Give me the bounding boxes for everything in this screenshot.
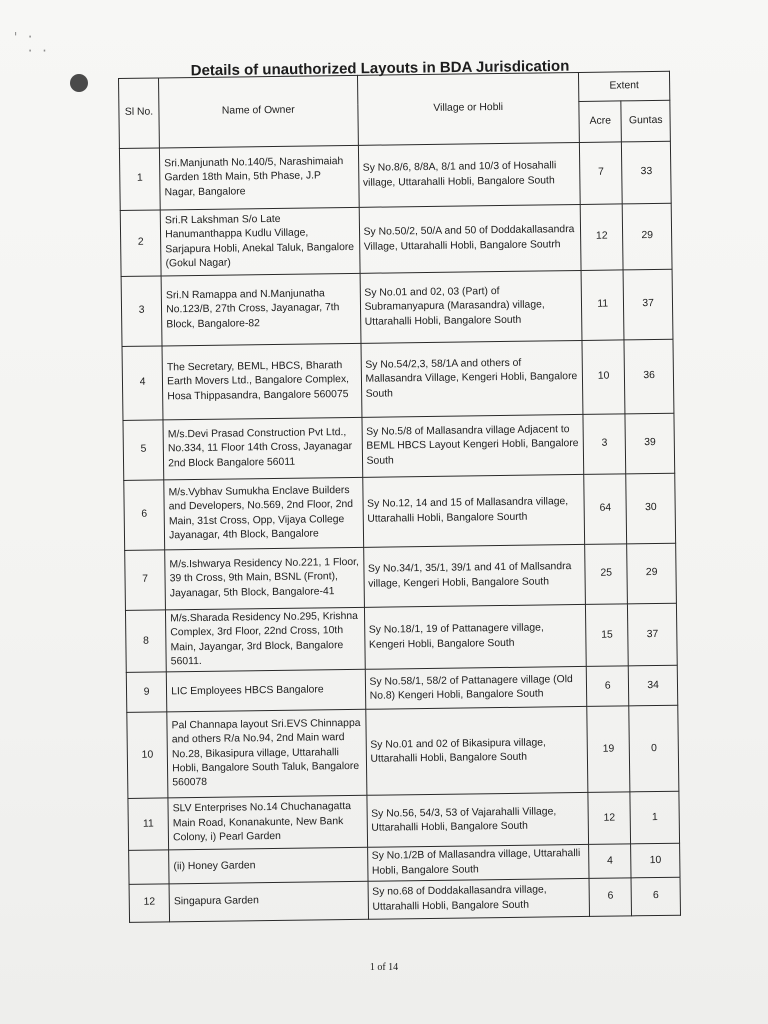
cell-owner-name: Singapura Garden (169, 881, 368, 922)
cell-guntas: 33 (622, 141, 671, 204)
cell-owner-name: M/s.Devi Prasad Construction Pvt Ltd., No.334, 11 Floor 14th Cross, Jayanagar 2nd Block Bangalore 56011 (163, 417, 362, 480)
cell-owner-name: (ii) Honey Garden (169, 848, 368, 884)
cell-guntas: 37 (623, 269, 673, 340)
cell-sl-no: 4 (122, 346, 163, 421)
table-row (129, 877, 680, 922)
cell-sl-no: 10 (127, 712, 168, 799)
cell-sl-no: 5 (123, 420, 164, 481)
cell-sl-no: 8 (125, 610, 166, 673)
unauthorized-layouts-table (118, 71, 681, 923)
cell-acre: 3 (583, 414, 626, 475)
table-row (123, 413, 675, 480)
cell-acre: 25 (585, 544, 628, 605)
cell-guntas: 29 (627, 543, 676, 604)
cell-acre: 6 (586, 666, 629, 707)
page-number: 1 of 14 (369, 962, 399, 973)
cell-acre: 6 (589, 878, 632, 917)
cell-guntas: 34 (629, 666, 678, 707)
cell-sl-no: 6 (124, 480, 165, 551)
cell-sl-no (129, 850, 170, 884)
cell-village-hobli: Sy No.12, 14 and 15 of Mallasandra village, Uttarahalli Hobli, Bangalore Sourth (362, 474, 584, 547)
cell-acre: 15 (585, 604, 628, 667)
punch-hole-mark (70, 74, 88, 92)
header-village-or-hobli: Village or Hobli (357, 72, 579, 145)
cell-village-hobli: Sy no.68 of Doddakallasandra village, Uttarahalli Hobli, Bangalore South (368, 879, 590, 920)
cell-guntas: 36 (624, 339, 674, 414)
cell-acre: 7 (579, 142, 622, 205)
table-row (119, 141, 671, 210)
cell-sl-no: 7 (125, 550, 166, 611)
table-row (122, 339, 674, 420)
cell-owner-name: Pal Channapa layout Sri.EVS Chinnappa and others R/a No.94, 2nd Main ward No.28, Bikasipura village, Uttarahalli Hobli, Bangalore South Taluk, Bangalore 560078 (167, 710, 367, 799)
cell-sl-no: 2 (120, 210, 161, 277)
cell-guntas: 29 (623, 203, 673, 270)
cell-owner-name: M/s.Vybhav Sumukha Enclave Builders and Developers, No.569, 2nd Floor, 2nd Main, 31st Cross, Opp, Vijaya College Jayanagar, 4th Block, Bangalore (164, 477, 363, 550)
header-name-of-owner: Name of Owner (159, 75, 358, 148)
cell-owner-name: M/s.Ishwarya Residency No.221, 1 Floor, 39 th Cross, 9th Main, BSNL (Front), Jayanagar, 5th Block, Bangalore-41 (165, 547, 364, 610)
cell-village-hobli: Sy No.18/1, 19 of Pattanagere village, Kengeri Hobli, Bangalore South (364, 604, 586, 669)
cell-acre: 10 (582, 340, 625, 415)
layouts-table-wrapper (118, 71, 681, 923)
cell-village-hobli: Sy No.8/6, 8/8A, 8/1 and 10/3 of Hosahalli village, Uttarahalli Hobli, Bangalore South (358, 142, 580, 207)
document-title: Details of unauthorized Layouts in BDA Jurisdication (190, 57, 570, 80)
cell-village-hobli: Sy No.50/2, 50/A and 50 of Doddakallasandra Village, Uttarahalli Hobli, Bangalore Soutrh (359, 204, 581, 273)
cell-acre: 12 (580, 204, 623, 271)
cell-village-hobli: Sy No.34/1, 35/1, 39/1 and 41 of Mallsandra village, Kengeri Hobli, Bangalore South (363, 544, 585, 607)
cell-acre: 12 (588, 792, 631, 845)
cell-village-hobli: Sy No.58/1, 58/2 of Pattanagere village (Old No.8) Kengeri Hobli, Bangalore South (365, 667, 587, 710)
cell-guntas: 39 (625, 413, 674, 474)
cell-owner-name: Sri.N Ramappa and N.Manjunatha No.123/B, 27th Cross, Jayanagar, 7th Block, Bangalore-82 (161, 273, 360, 346)
cell-guntas: 1 (630, 792, 679, 845)
table-row (128, 792, 680, 851)
table-row (127, 706, 679, 799)
table-row (124, 473, 676, 550)
cell-acre: 4 (589, 844, 632, 878)
cell-guntas: 30 (626, 473, 676, 544)
header-sl-no: Sl No. (119, 78, 160, 149)
scan-artifact-mark: ' · · · (12, 30, 49, 58)
cell-village-hobli: Sy No.54/2,3, 58/1A and others of Mallasandra Village, Kengeri Hobli, Bangalore South (361, 340, 583, 417)
cell-sl-no: 3 (121, 276, 162, 347)
table-row (125, 603, 677, 673)
table-row (121, 269, 673, 346)
cell-village-hobli: Sy No.5/8 of Mallasandra village Adjacent to BEML HBCS Layout Kengeri Hobli, Bangalore South (362, 414, 584, 477)
cell-owner-name: Sri.R Lakshman S/o Late Hanumanthappa Kudlu Village, Sarjapura Hobli, Anekal Taluk, Bangalore (Gokul Nagar) (160, 207, 359, 276)
table-row (120, 203, 672, 276)
cell-guntas: 6 (631, 877, 680, 916)
cell-owner-name: Sri.Manjunath No.140/5, Narashimaiah Garden 18th Main, 5th Phase, J.P Nagar, Bangalore (160, 145, 359, 210)
cell-guntas: 0 (629, 706, 679, 793)
cell-acre: 11 (581, 270, 624, 341)
cell-village-hobli: Sy No.56, 54/3, 53 of Vajarahalli Village, Uttarahalli Hobli, Bangalore South (366, 793, 588, 848)
cell-owner-name: The Secretary, BEML, HBCS, Bharath Earth Movers Ltd., Bangalore Complex, Hosa Thippasandra, Bangalore 560075 (162, 343, 361, 420)
cell-sl-no: 9 (126, 672, 167, 713)
cell-acre: 19 (587, 706, 630, 793)
cell-sl-no: 12 (129, 884, 170, 923)
cell-acre: 64 (584, 474, 627, 545)
cell-guntas: 37 (628, 603, 677, 666)
cell-sl-no: 1 (119, 148, 160, 211)
cell-owner-name: LIC Employees HBCS Bangalore (166, 670, 365, 713)
table-body (119, 141, 680, 922)
cell-owner-name: M/s.Sharada Residency No.295, Krishna Complex, 3rd Floor, 22nd Cross, 10th Main, Jayangar, 3rd Block, Bangalore 56011. (166, 607, 365, 672)
cell-village-hobli: Sy No.01 and 02, 03 (Part) of Subramanyapura (Marasandra) village, Uttarahalli Hobli, Bangalore South (360, 270, 582, 343)
header-extent: Extent (578, 71, 669, 101)
cell-village-hobli: Sy No.1/2B of Mallasandra village, Uttarahalli Hobli, Bangalore South (367, 845, 589, 882)
cell-owner-name: SLV Enterprises No.14 Chuchanagatta Main Road, Konanakunte, New Bank Colony, i) Pearl Garden (168, 796, 367, 851)
header-guntas: Guntas (621, 100, 670, 142)
table-row (125, 543, 677, 610)
cell-village-hobli: Sy No.01 and 02 of Bikasipura village, Uttarahalli Hobli, Bangalore South (365, 707, 588, 796)
header-acre: Acre (579, 101, 622, 143)
cell-guntas: 10 (631, 844, 680, 878)
cell-sl-no: 11 (128, 798, 169, 851)
